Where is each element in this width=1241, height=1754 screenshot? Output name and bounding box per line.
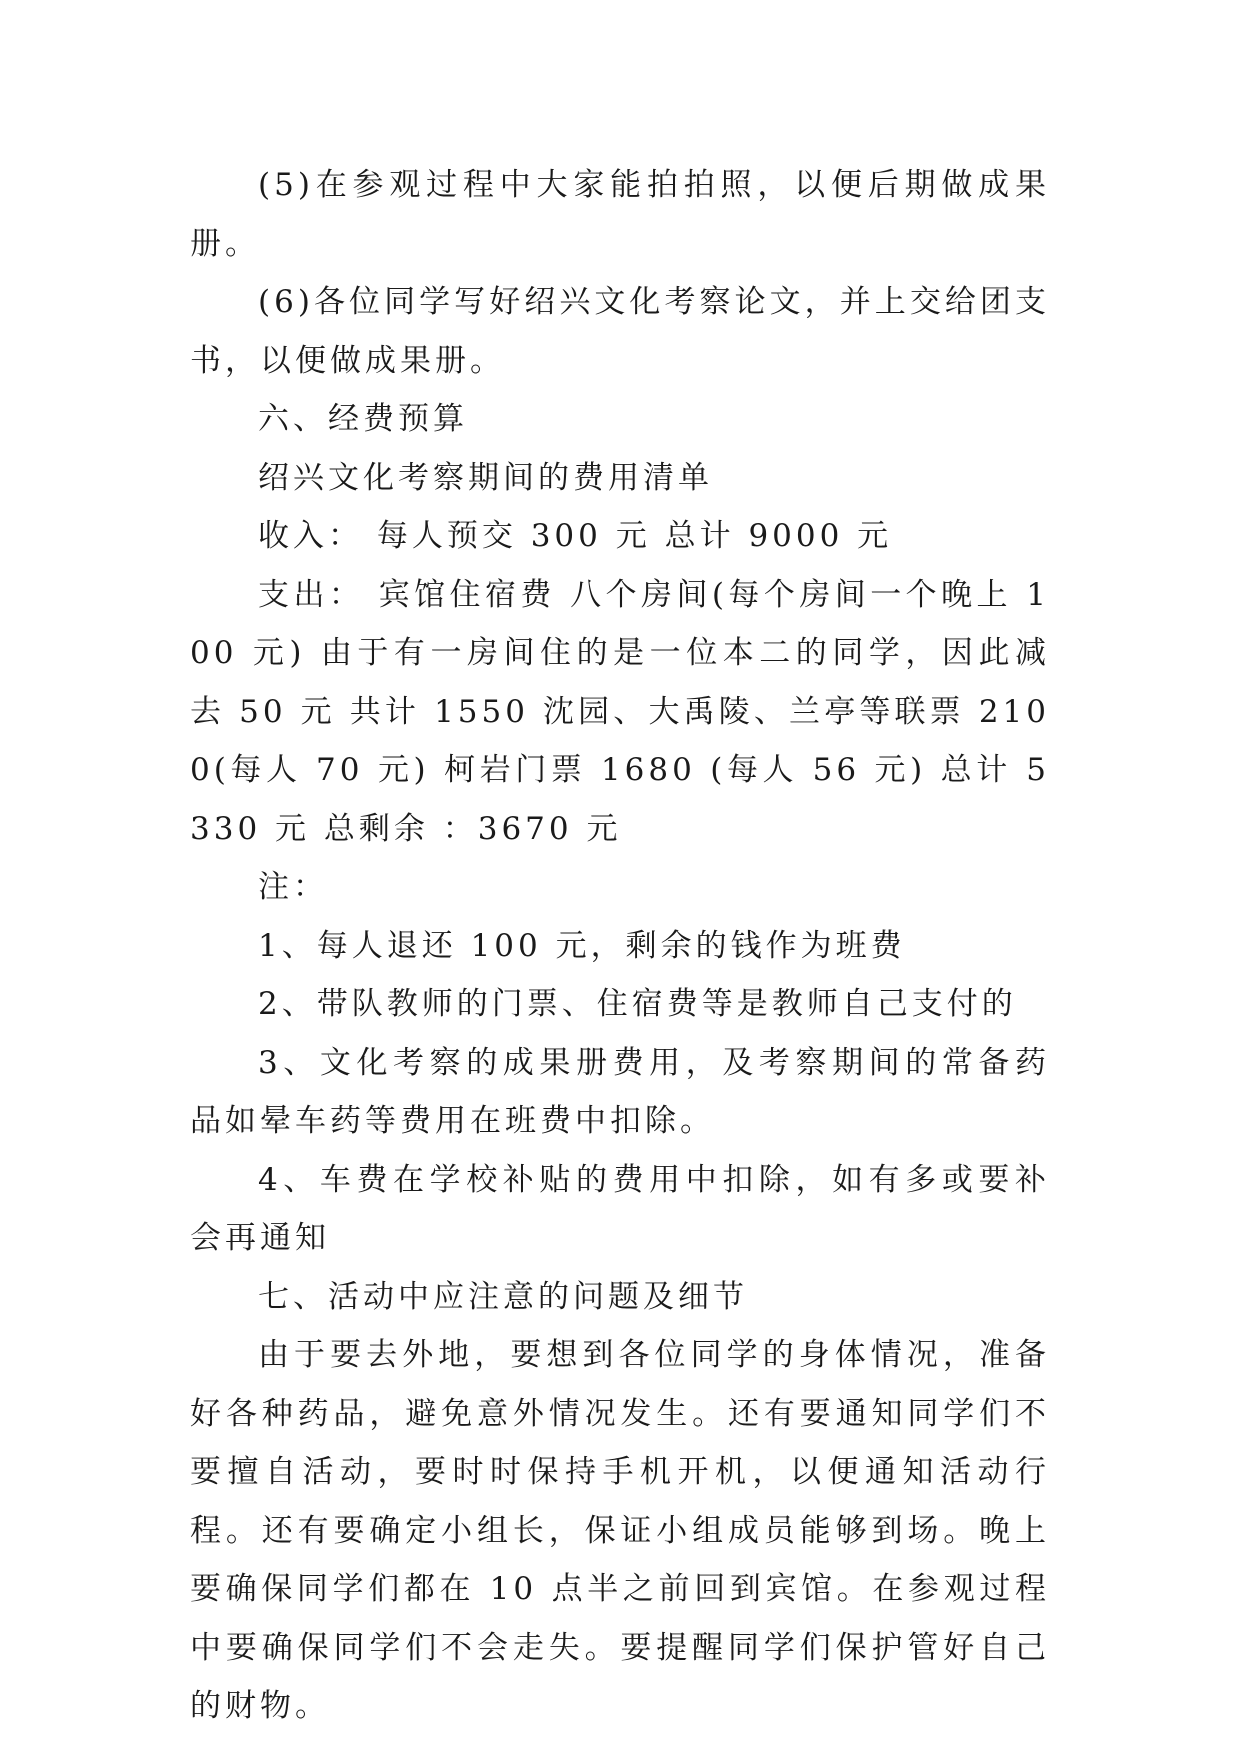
budget-income: 收入： 每人预交 300 元 总计 9000 元 — [258, 518, 893, 554]
note-item-2: 2、带队教师的门票、住宿费等是教师自己支付的 — [258, 986, 1017, 1022]
note-item-4: 4、车费在学校补贴的费用中扣除，如有多或要补会再通知 — [190, 1161, 1050, 1256]
paragraph-photo-note: (5)在参观过程中大家能拍拍照，以便后期做成果册。 — [190, 167, 1050, 262]
note-item-3: 3、文化考察的成果册费用，及考察期间的常备药品如晕车药等费用在班费中扣除。 — [190, 1044, 1050, 1139]
paragraph-essay-note: (6)各位同学写好绍兴文化考察论文，并上交给团支书，以便做成果册。 — [190, 284, 1050, 379]
budget-expenses: 支出： 宾馆住宿费 八个房间(每个房间一个晚上 100 元) 由于有一房间住的是一位本二的同学，因此减去 50 元 共计 1550 沈园、大禹陵、兰亭等联票 2100(每人 70 元) 柯岩门票 1680 (每人 56 元) 总计 5330 元 总剩余 ：3670 元 — [190, 576, 1050, 847]
notes-heading: 注： — [258, 869, 328, 905]
note-item-1: 1、每人退还 100 元，剩余的钱作为班费 — [258, 927, 906, 964]
section-heading-budget: 六、经费预算 — [258, 401, 468, 437]
section-heading-precautions: 七、活动中应注意的问题及细节 — [258, 1278, 748, 1315]
precautions-paragraph: 由于要去外地，要想到各位同学的身体情况，准备好各种药品，避免意外情况发生。还有要通知同学们不要擅自活动，要时时保持手机开机，以便通知活动行程。还有要确定小组长，保证小组成员能够到场。晚上要确保同学们都在 10 点半之前回到宾馆。在参观过程中要确保同学们不会走失。要提醒同学们保护管好自己的财物。 — [190, 1337, 1050, 1724]
document-body — [190, 156, 1050, 1736]
budget-list-title: 绍兴文化考察期间的费用清单 — [258, 459, 713, 496]
